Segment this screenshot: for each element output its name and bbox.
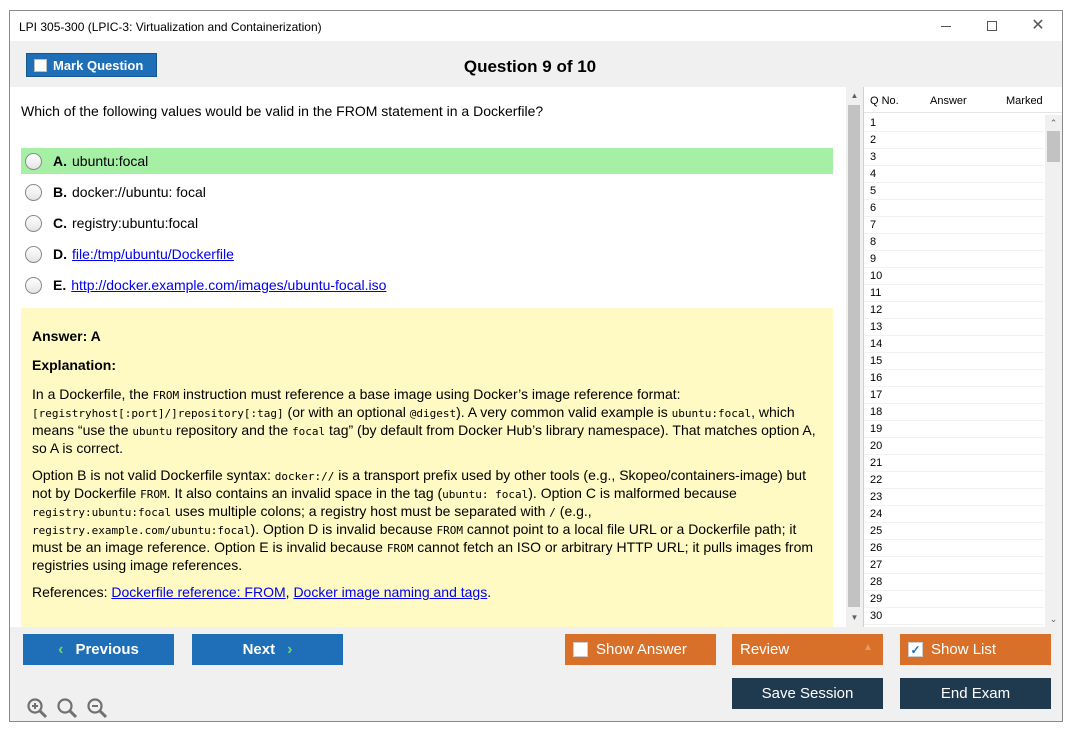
question-list-row[interactable]: 24 (864, 506, 1044, 523)
code-run: / (549, 506, 556, 519)
show-answer-checkbox-icon (573, 642, 588, 657)
question-list-panel (863, 87, 1062, 627)
question-content (10, 87, 846, 627)
scroll-up-icon[interactable]: ▲ (850, 91, 859, 100)
show-answer-button[interactable] (565, 634, 716, 665)
option-b[interactable] (21, 179, 833, 205)
list-scroll-down-icon[interactable]: ⌄ (1049, 614, 1058, 624)
reference-separator: , (285, 584, 294, 600)
minimize-icon (941, 26, 951, 27)
text-run: repository and the (172, 422, 292, 438)
question-list-row[interactable]: 23 (864, 489, 1044, 506)
text-run: (e.g., (555, 503, 592, 519)
question-list-row[interactable]: 8 (864, 234, 1044, 251)
reference-link-dockerfile-from[interactable]: Dockerfile reference: FROM (111, 584, 286, 600)
question-list-row[interactable]: 10 (864, 268, 1044, 285)
question-list-row[interactable]: 29 (864, 591, 1044, 608)
question-list-row[interactable]: 18 (864, 404, 1044, 421)
option-e[interactable] (21, 272, 833, 298)
end-exam-button[interactable] (900, 678, 1051, 709)
option-link[interactable]: http://docker.example.com/images/ubuntu-focal.iso (71, 277, 387, 293)
question-list-row[interactable]: 13 (864, 319, 1044, 336)
zoom-out-icon[interactable] (86, 697, 108, 719)
text-run: is a transport prefix used by other tools (e.g., Skopeo/containers-image) but not by Dockerfile (32, 467, 806, 501)
code-run: registry.example.com/ubuntu:focal (32, 524, 251, 537)
question-text: Which of the following values would be valid in the FROM statement in a Dockerfile? (21, 103, 544, 119)
question-list-row[interactable]: 14 (864, 336, 1044, 353)
answer-panel (21, 308, 833, 627)
radio-e[interactable] (25, 277, 42, 294)
zoom-in-icon[interactable] (26, 697, 48, 719)
text-run: ). Option D is invalid because (250, 521, 437, 537)
question-list-row[interactable]: 9 (864, 251, 1044, 268)
question-list-row[interactable]: 28 (864, 574, 1044, 591)
maximize-icon (987, 21, 997, 31)
code-run: ubuntu (132, 425, 173, 438)
option-letter: D. (53, 246, 67, 262)
option-letter: A. (53, 153, 67, 169)
question-list-row[interactable]: 7 (864, 217, 1044, 234)
question-list-rows (864, 115, 1044, 625)
show-list-checkbox-icon: ✓ (908, 642, 923, 657)
question-list-header (864, 87, 1062, 113)
list-scroll-up-icon[interactable]: ⌃ (1049, 118, 1058, 128)
next-label: Next (242, 641, 276, 658)
reference-link-image-naming[interactable]: Docker image naming and tags (293, 584, 488, 600)
text-run: instruction must reference a base image using Docker’s image reference format: (179, 386, 681, 402)
reference-end: . (487, 584, 492, 600)
close-button[interactable] (1015, 11, 1061, 41)
save-session-button[interactable] (732, 678, 883, 709)
option-letter: C. (53, 215, 67, 231)
zoom-reset-icon[interactable] (56, 697, 78, 719)
radio-c[interactable] (25, 215, 42, 232)
question-list-row[interactable]: 16 (864, 370, 1044, 387)
code-run: FROM (140, 488, 167, 501)
minimize-button[interactable] (923, 11, 969, 41)
code-run: @digest (409, 407, 457, 420)
question-list-row[interactable]: 21 (864, 455, 1044, 472)
code-run: focal (292, 425, 326, 438)
text-run: . It also contains an invalid space in the tag ( (166, 485, 443, 501)
mark-question-button[interactable] (26, 53, 157, 77)
option-letter: B. (53, 184, 67, 200)
content-scrollbar[interactable] (846, 87, 863, 627)
option-a[interactable] (21, 148, 833, 174)
show-list-button[interactable] (900, 634, 1051, 665)
option-text: registry:ubuntu:focal (72, 215, 199, 231)
question-list-row[interactable]: 20 (864, 438, 1044, 455)
review-label: Review (740, 641, 790, 658)
option-letter: E. (53, 277, 67, 293)
close-icon: ✕ (1031, 17, 1045, 34)
text-run: ). A very common valid example is (456, 404, 672, 420)
code-run: [registryhost[:port]/]repository[:tag] (32, 407, 284, 420)
radio-b[interactable] (25, 184, 42, 201)
maximize-button[interactable] (969, 11, 1015, 41)
text-run: (or with an optional (283, 404, 410, 420)
question-list-row[interactable]: 30 (864, 608, 1044, 625)
option-text: ubuntu:focal (72, 153, 149, 169)
question-header (10, 41, 1062, 87)
previous-label: Previous (75, 641, 139, 658)
text-run: cannot point to a local file URL or a Dockerfile path; it must be an image reference. Option E is invalid because (32, 521, 797, 555)
answer-label: Answer: A (32, 328, 101, 344)
text-run: Option B is not valid Dockerfile syntax: (32, 467, 275, 483)
code-run: registry:ubuntu:focal (32, 506, 172, 519)
references-label: References: (32, 584, 112, 600)
title-bar (10, 11, 1062, 41)
bottom-toolbar (10, 627, 1062, 721)
explanation-paragraph-2 (32, 467, 822, 574)
question-list-row[interactable]: 26 (864, 540, 1044, 557)
chevron-right-icon: › (287, 640, 293, 658)
exam-window (9, 10, 1063, 722)
code-run: FROM (436, 524, 464, 537)
mark-checkbox-icon (34, 59, 47, 72)
question-list-row[interactable]: 22 (864, 472, 1044, 489)
text-run: uses multiple colons; a registry host must be separated with (171, 503, 550, 519)
column-answer: Answer (930, 95, 967, 107)
chevron-left-icon: ‹ (58, 640, 64, 658)
save-session-label: Save Session (761, 685, 854, 702)
text-run: ). Option C is malformed because (528, 485, 737, 501)
question-counter: Question 9 of 10 (463, 57, 597, 76)
scroll-down-icon[interactable]: ▼ (850, 613, 859, 622)
code-run: ubuntu:focal (671, 407, 752, 420)
code-run: FROM (152, 389, 180, 402)
question-list-row[interactable]: 17 (864, 387, 1044, 404)
previous-button[interactable] (23, 634, 174, 665)
window-title: LPI 305-300 (LPIC-3: Virtualization and Containerization) (19, 20, 322, 34)
text-run: In a Dockerfile, the (32, 386, 153, 402)
option-link[interactable]: file:/tmp/ubuntu/Dockerfile (72, 246, 234, 262)
references (32, 584, 822, 601)
question-list-row[interactable]: 3 (864, 149, 1044, 166)
option-d[interactable] (21, 241, 833, 267)
radio-d[interactable] (25, 246, 42, 263)
question-list-scrollbar[interactable] (1045, 115, 1062, 627)
review-dropdown[interactable] (732, 634, 883, 665)
code-run: docker:// (274, 470, 335, 483)
next-button[interactable] (192, 634, 343, 665)
end-exam-label: End Exam (940, 685, 1011, 702)
question-list-row[interactable]: 1 (864, 115, 1044, 132)
question-list-row[interactable]: 4 (864, 166, 1044, 183)
question-list-row[interactable]: 27 (864, 557, 1044, 574)
text-run: cannot fetch an ISO or arbitrary HTTP URL; it pulls images from registries using image references. (32, 539, 814, 573)
text-run: tag” (by default from Docker Hub’s library namespace). That matches option A, so A is correct. (32, 422, 816, 456)
dropdown-arrow-icon: ▲ (863, 642, 873, 653)
question-list-row[interactable]: 11 (864, 285, 1044, 302)
code-run: FROM (386, 542, 414, 555)
question-list-row[interactable]: 15 (864, 353, 1044, 370)
explanation-label: Explanation: (32, 357, 117, 373)
text-run: , which means “use the (32, 404, 795, 438)
question-list-row[interactable]: 6 (864, 200, 1044, 217)
radio-a[interactable] (25, 153, 42, 170)
explanation-paragraph-1 (32, 386, 822, 457)
question-list-row[interactable]: 25 (864, 523, 1044, 540)
option-text: docker://ubuntu: focal (72, 184, 206, 200)
show-answer-label: Show Answer (596, 641, 687, 658)
question-list-row[interactable]: 12 (864, 302, 1044, 319)
option-c[interactable] (21, 210, 833, 236)
mark-question-label: Mark Question (53, 57, 144, 73)
scroll-thumb[interactable] (848, 105, 860, 607)
question-list-row[interactable]: 2 (864, 132, 1044, 149)
question-list-row[interactable]: 5 (864, 183, 1044, 200)
code-run: ubuntu: focal (442, 488, 529, 501)
question-list-row[interactable]: 19 (864, 421, 1044, 438)
list-scroll-thumb[interactable] (1047, 131, 1060, 162)
show-list-label: Show List (931, 641, 997, 658)
column-qno: Q No. (870, 95, 899, 107)
column-marked: Marked (1006, 95, 1043, 107)
